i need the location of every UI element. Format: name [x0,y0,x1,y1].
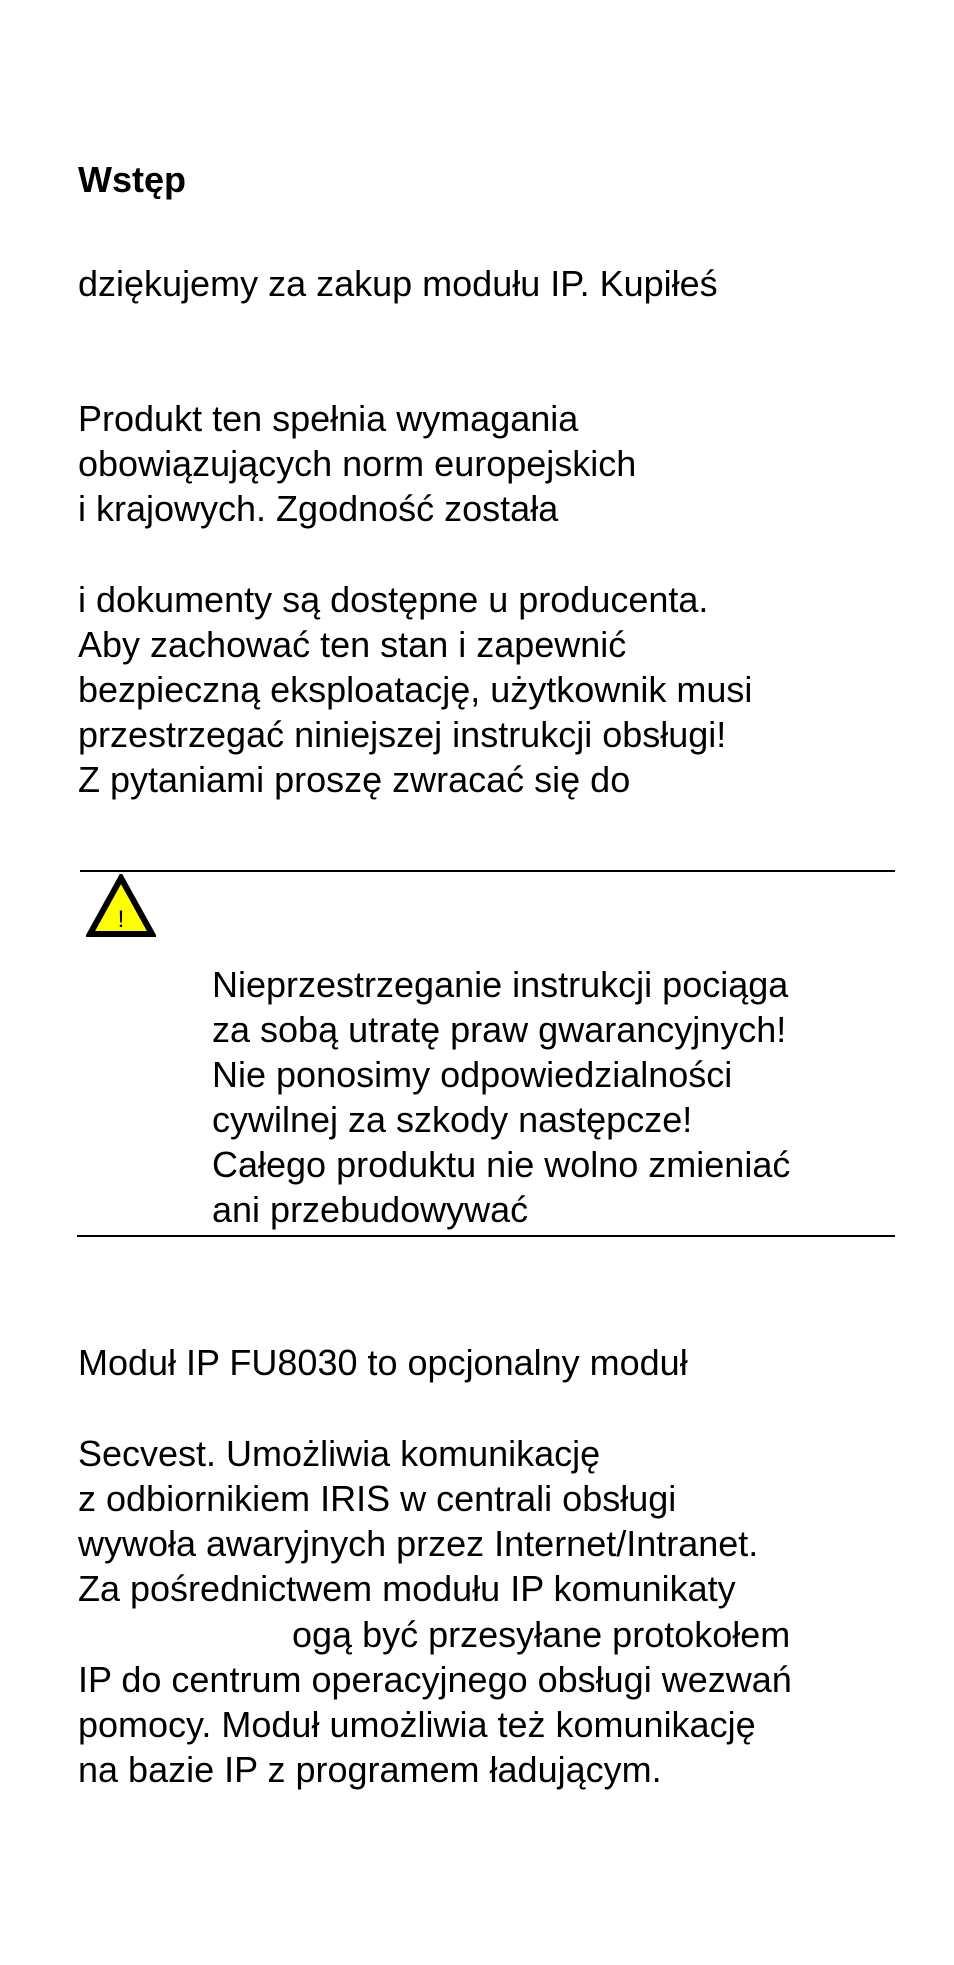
warning-line-4: cywilnej za szkody następcze! [212,1099,693,1140]
conformity-line-1: Produkt ten spełnia wymagania [78,398,579,439]
documents-line-1: i dokumenty są dostępne u producenta. [78,579,709,620]
intro-text: dziękujemy za zakup modułu IP. Kupiłeś [78,263,718,304]
module-line-4: Za pośrednictwem modułu IP komunikaty [78,1568,736,1609]
warning-exclamation: ! [117,906,125,933]
warning-top-divider [80,870,895,872]
conformity-line-2: obowiązujących norm europejskich [78,443,637,484]
warning-line-2: za sobą utratę praw gwarancyjnych! [212,1009,787,1050]
documents-line-4: przestrzegać niniejszej instrukcji obsługi! [78,714,727,755]
module-intro-line: Moduł IP FU8030 to opcjonalny moduł [78,1342,688,1383]
warning-line-6: ani przebudowywać [212,1189,529,1230]
conformity-line-3: i krajowych. Zgodność została [78,488,559,529]
documents-line-3: bezpieczną eksploatację, użytkownik musi [78,669,753,710]
warning-line-1: Nieprzestrzeganie instrukcji pociąga [212,964,789,1005]
section-heading: Wstęp [78,159,186,200]
module-line-1: Secvest. Umożliwia komunikację [78,1433,601,1474]
documents-line-5: Z pytaniami proszę zwracać się do [78,759,631,800]
module-line-6: IP do centrum operacyjnego obsługi wezwań [78,1659,792,1700]
warning-line-5: Całego produktu nie wolno zmieniać [212,1144,791,1185]
module-line-7: pomocy. Moduł umożliwia też komunikację [78,1704,756,1745]
module-line-2: z odbiornikiem IRIS w centrali obsługi [78,1478,677,1519]
module-line-3: wywoła awaryjnych przez Internet/Intranet. [78,1523,759,1564]
module-line-8: na bazie IP z programem ładującym. [78,1749,662,1790]
warning-bottom-divider [77,1235,895,1237]
warning-triangle-icon [86,874,156,938]
warning-line-3: Nie ponosimy odpowiedzialności [212,1054,733,1095]
documents-line-2: Aby zachować ten stan i zapewnić [78,624,627,665]
module-line-5: ogą być przesyłane protokołem [292,1614,791,1655]
